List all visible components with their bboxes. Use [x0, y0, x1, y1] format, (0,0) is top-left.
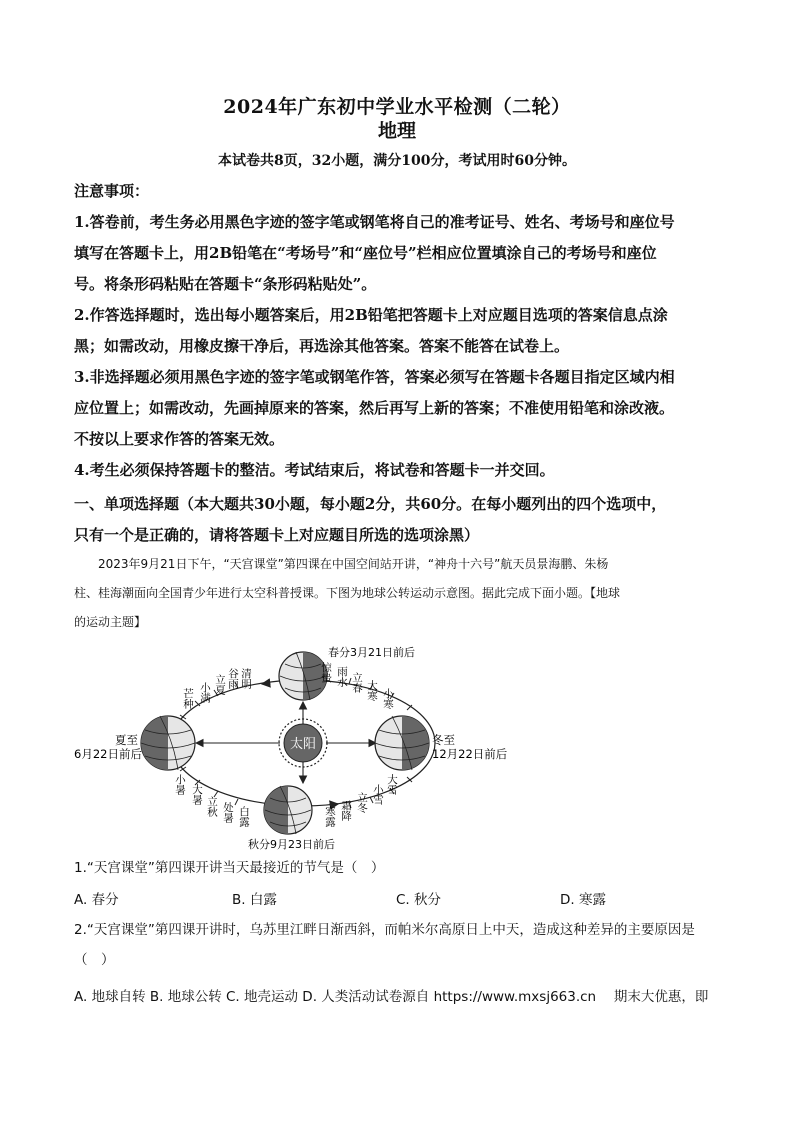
term-xiaoshu: 小暑 [174, 774, 186, 795]
summer-label-2: 6月22日前后 [74, 747, 142, 761]
term-dashu: 大暑 [191, 784, 203, 805]
spring-label: 春分3月21日前后 [328, 646, 415, 659]
term-dahan: 大寒 [366, 680, 378, 701]
term-lidong: 立冬 [356, 792, 368, 813]
term-chushu: 处暑 [222, 802, 234, 823]
note-2-line-2: 黑；如需改动，用橡皮擦干净后，再选涂其他答案。答案不能答在试卷上。 [74, 337, 570, 355]
term-jingzhe: 惊蛰 [320, 662, 332, 683]
notes-heading: 注意事项： [74, 182, 150, 200]
earth-autumn [264, 786, 312, 834]
autumn-label: 秋分9月23日前后 [248, 838, 335, 851]
q1-option-b[interactable]: B. 白露 [232, 892, 277, 908]
term-guyu: 谷雨 [227, 668, 239, 689]
exam-info: 本试卷共8页，32小题，满分100分，考试用时60分钟。 [218, 153, 576, 169]
note-4-line-1: 4.考生必须保持答题卡的整洁。考试结束后，将试卷和答题卡一并交回。 [74, 461, 555, 479]
term-yushui: 雨水 [336, 666, 348, 687]
q1-option-d[interactable]: D. 寒露 [560, 892, 606, 908]
passage-line-2: 柱、桂海潮面向全国青少年进行太空科普授课。下图为地球公转运动示意图。据此完成下面小题。【地球 [74, 586, 621, 600]
note-1-line-2: 填写在答题卡上，用2B铅笔在“考场号”和“座位号”栏相应位置填涂自己的考场号和座位 [74, 244, 657, 262]
term-xiaohan: 小寒 [382, 688, 394, 709]
passage-text-1: 2023年9月21日下午，“天宫课堂”第四课在中国空间站开讲，“神舟十六号”航天员景海鹏、朱杨 [98, 557, 609, 571]
question-2-stem-2: （ ） [74, 952, 115, 968]
sun-label: 太阳 [289, 737, 317, 752]
term-xiaoman: 小满 [199, 682, 211, 703]
sun [279, 719, 327, 767]
winter-label-1: 冬至 [432, 733, 455, 747]
earth-revolution-diagram [70, 640, 510, 855]
note-3-line-2: 应位置上；如需改动，先画掉原来的答案，然后再写上新的答案；不准使用铅笔和涂改液。 [74, 399, 675, 417]
passage-line-1 [74, 550, 724, 579]
subject-title: 地理 [377, 120, 416, 142]
note-2-line-1: 2.作答选择题时，选出每小题答案后，用2B铅笔把答题卡上对应题目选项的答案信息点涂 [74, 306, 668, 324]
term-mangzhong: 芒种 [182, 688, 194, 709]
winter-label-2: 12月22日前后 [432, 747, 508, 761]
term-daxue: 大雪 [386, 774, 398, 795]
term-bailu: 白露 [238, 806, 250, 827]
note-3-line-3: 不按以上要求作答的答案无效。 [74, 430, 285, 448]
exam-title: 2024年广东初中学业水平检测（二轮） [223, 96, 571, 118]
question-1-options [74, 888, 734, 910]
term-qingming: 清明 [240, 668, 252, 689]
earth-winter [375, 716, 429, 770]
term-hanlu: 寒露 [324, 806, 336, 827]
q1-option-a[interactable]: A. 春分 [74, 892, 119, 908]
section-1-line-2: 只有一个是正确的，请将答题卡上对应题目所选的选项涂黑） [74, 526, 480, 544]
term-xiaoxue: 小雪 [372, 784, 384, 805]
note-1-line-3: 号。将条形码粘贴在答题卡“条形码粘贴处”。 [74, 275, 377, 293]
term-lixia: 立夏 [214, 674, 226, 695]
q1-option-c[interactable]: C. 秋分 [396, 892, 442, 908]
question-2-stem-1: 2.“天宫课堂”第四课开讲时，乌苏里江畔日渐西斜，而帕米尔高原日上中天，造成这种差异的主要原因是 [74, 922, 695, 938]
note-1-line-1: 1.答卷前，考生务必用黑色字迹的签字笔或钢笔将自己的准考证号、姓名、考场号和座位号 [74, 213, 675, 231]
earth-summer [141, 716, 195, 770]
term-liqiu: 立秋 [206, 796, 218, 817]
question-2-options: A. 地球自转 B. 地球公转 C. 地壳运动 D. 人类活动试卷源自 https://www.mxsj663.cn 期末大优惠，即 [74, 989, 709, 1005]
section-1-line-1: 一、单项选择题（本大题共30小题，每小题2分，共60分。在每小题列出的四个选项中， [74, 495, 667, 513]
summer-label-1: 夏至 [115, 733, 138, 747]
term-shuangjiang: 霜降 [340, 800, 352, 821]
term-lichun: 立春 [351, 672, 363, 693]
question-1-stem: 1.“天宫课堂”第四课开讲当天最接近的节气是（ ） [74, 860, 385, 876]
note-3-line-1: 3.非选择题必须用黑色字迹的签字笔或钢笔作答，答案必须写在答题卡各题目指定区域内相 [74, 368, 675, 386]
passage-line-3: 的运动主题】 [74, 615, 147, 629]
